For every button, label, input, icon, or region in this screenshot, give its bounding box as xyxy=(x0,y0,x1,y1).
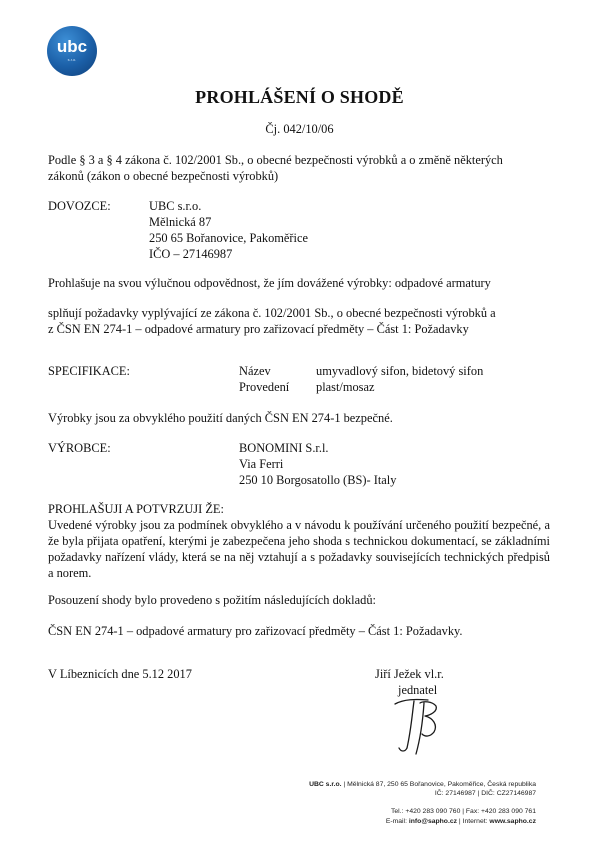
intro-line-1: Podle § 3 a § 4 zákona č. 102/2001 Sb., o obecné bezpečnosti výrobků a o změně některých xyxy=(48,153,503,167)
footer-web-label: | Internet: xyxy=(457,818,490,825)
signatory-role: jednatel xyxy=(398,683,438,697)
place-date: V Líbeznicích dne 5.12 2017 xyxy=(48,667,192,681)
document-title: PROHLÁŠENÍ O SHODĚ xyxy=(195,87,404,107)
spec-design-value: plast/mosaz xyxy=(316,380,375,394)
footer-phones: Tel.: +420 283 090 760 | Fax: +420 283 090 761 xyxy=(391,808,536,815)
assessment-line: Posouzení shody bylo provedeno s požitím následujících dokladů: xyxy=(48,593,376,607)
footer-company: UBC s.r.o. xyxy=(309,781,342,788)
confirm-heading: PROHLAŠUJI A POTVRZUJI ŽE: xyxy=(48,502,224,516)
confirm-text: Uvedené výrobky jsou za podmínek obvyklého a v návodu k používání určeného použití bezpečné, a že byla přijata opatření, kterými je zabezpečena jeho shoda s technickou dokumentací, se základními požadavky nařízení vlády, která se na něj vztahují a s požadavky souvisejících technických předpisů a norem. xyxy=(48,518,550,580)
footer-web[interactable]: www.sapho.cz xyxy=(489,818,536,825)
importer-name: UBC s.r.o. xyxy=(149,199,202,213)
compliance-line-1: splňují požadavky vyplývající ze zákona č. 102/2001 Sb., o obecné bezpečnosti výrobků a xyxy=(48,306,496,320)
manufacturer-label: VÝROBCE: xyxy=(48,441,111,455)
standard-line: ČSN EN 274-1 – odpadové armatury pro zařizovací předměty – Část 1: Požadavky. xyxy=(48,624,463,638)
ubc-logo xyxy=(47,26,97,76)
safety-statement: Výrobky jsou za obvyklého použití daných ČSN EN 274-1 bezpečné. xyxy=(48,411,393,425)
specification-label: SPECIFIKACE: xyxy=(48,364,130,378)
signature xyxy=(390,690,450,758)
footer-address-text: | Mělnická 87, 250 65 Bořanovice, Pakoměřice, Česká republika xyxy=(341,781,536,788)
footer-email-label: E-mail: xyxy=(385,818,409,825)
importer-street: Mělnická 87 xyxy=(149,215,212,229)
footer-contact xyxy=(386,817,536,826)
importer-ico: IČO – 27146987 xyxy=(149,247,233,261)
compliance-line-2: z ČSN EN 274-1 – odpadové armatury pro zařizovací předměty – Část 1: Požadavky xyxy=(48,322,469,336)
intro-line-2: zákonů (zákon o obecné bezpečnosti výrobků) xyxy=(48,169,279,183)
intro-paragraph xyxy=(48,152,550,184)
reference-number: Čj. 042/10/06 xyxy=(265,122,334,136)
compliance-paragraph xyxy=(48,305,550,337)
spec-name-label: Název xyxy=(239,364,271,378)
importer-city: 250 65 Bořanovice, Pakoměřice xyxy=(149,231,308,245)
spec-design-label: Provedení xyxy=(239,380,290,394)
declaration-line: Prohlašuje na svou výlučnou odpovědnost, že jím dovážené výrobky: odpadové armatury xyxy=(48,276,491,290)
logo-subtext: s.r.o. xyxy=(67,57,77,62)
manufacturer-street: Via Ferri xyxy=(239,457,284,471)
importer-label: DOVOZCE: xyxy=(48,199,111,213)
manufacturer-city: 250 10 Borgosatollo (BS)- Italy xyxy=(239,473,397,487)
signatory-name: Jiří Ježek vl.r. xyxy=(375,667,444,681)
footer-address xyxy=(309,780,536,789)
spec-name-value: umyvadlový sifon, bidetový sifon xyxy=(316,364,484,378)
manufacturer-name: BONOMINI S.r.l. xyxy=(239,441,329,455)
footer-email[interactable]: info@sapho.cz xyxy=(408,818,458,825)
footer-ids: IČ: 27146987 | DIČ: CZ27146987 xyxy=(434,790,536,797)
logo-text: ubc xyxy=(56,37,88,56)
